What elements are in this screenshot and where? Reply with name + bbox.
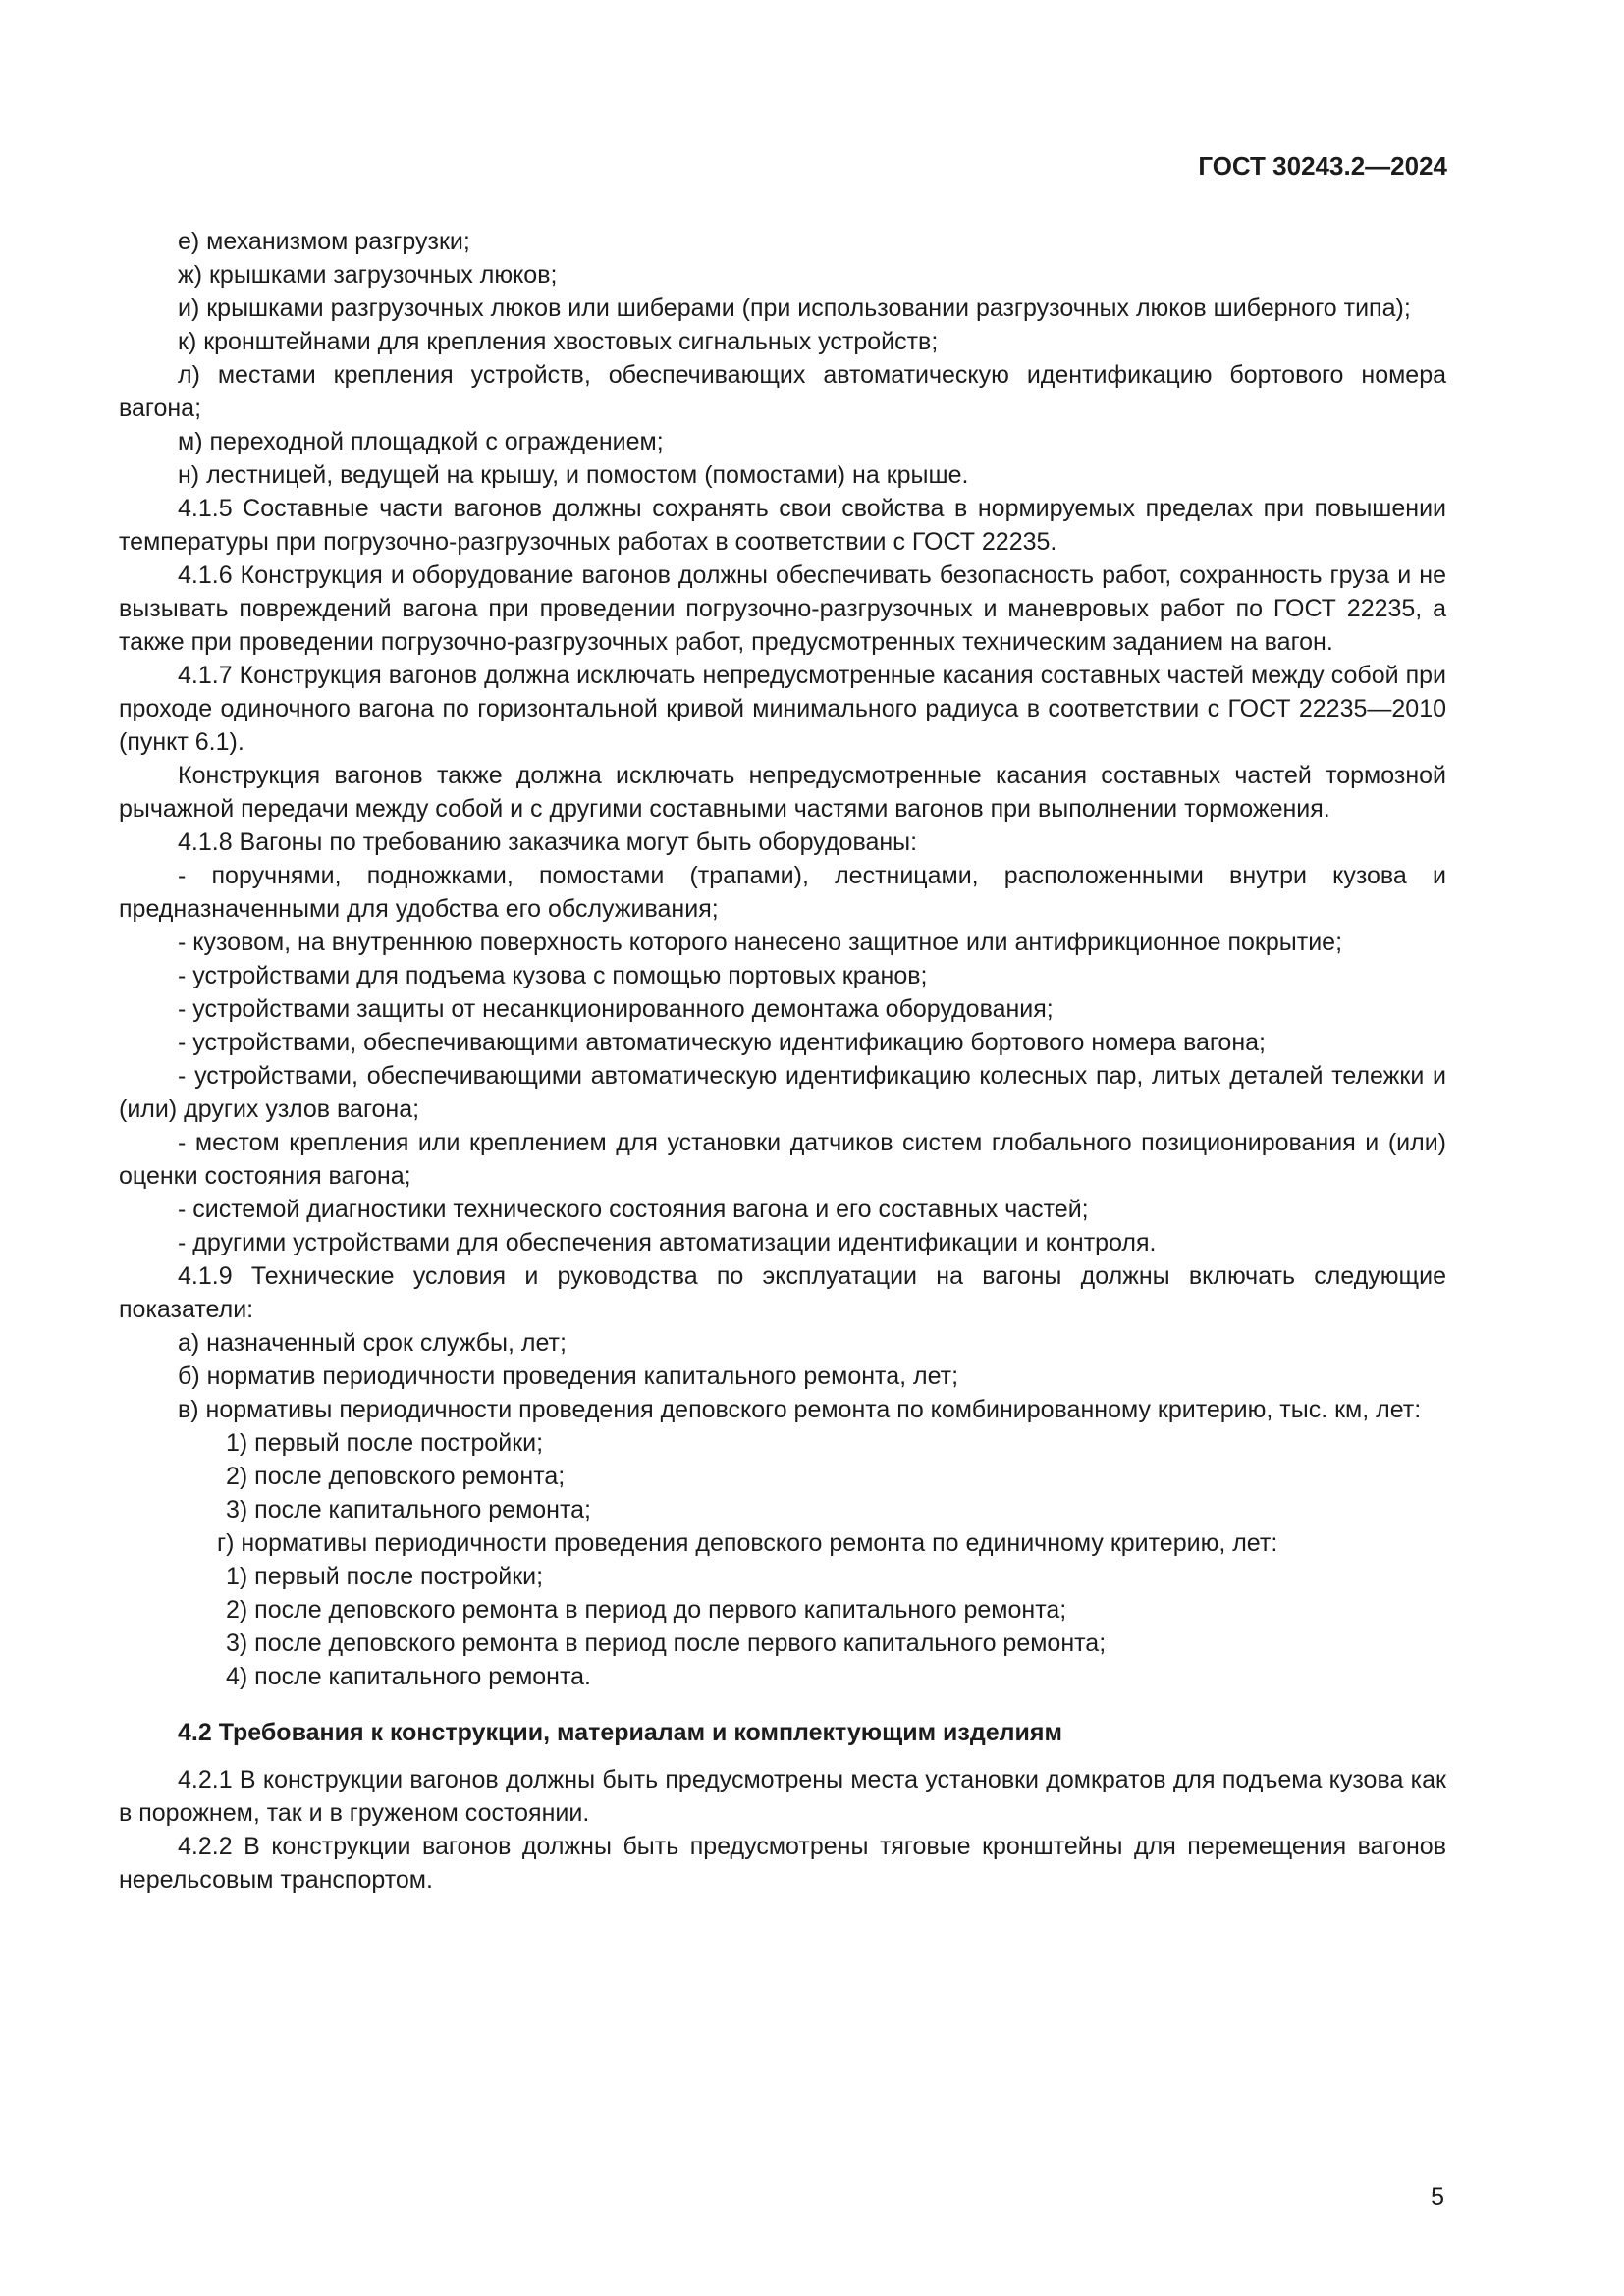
body-paragraph: Конструкция вагонов также должна исключать непредусмотренные касания составных частей тормозной рычажной передачи между собой и с другими составными частями вагонов при выполнении торможения. bbox=[119, 762, 1446, 823]
body-paragraph: - другими устройствами для обеспечения автоматизации идентификации и контроля. bbox=[178, 1229, 1157, 1256]
body-paragraph: 4.1.9 Технические условия и руководства по эксплуатации на вагоны должны включать следующие показатели: bbox=[119, 1262, 1446, 1323]
body-paragraph: - устройствами, обеспечивающими автоматическую идентификацию бортового номера вагона; bbox=[178, 1029, 1266, 1056]
page-number: 5 bbox=[1431, 2183, 1444, 2211]
body-paragraph: 4.1.6 Конструкция и оборудование вагонов должны обеспечивать безопасность работ, сохранность груза и не вызывать повреждений вагона при проведении погрузочно-разгрузочных и маневровых работ по ГОСТ 22235, а также при проведении погрузочно-разгрузочных работ, предусмотренных техническим заданием на вагон. bbox=[119, 561, 1446, 656]
body-paragraph: - системой диагностики технического состояния вагона и его составных частей; bbox=[178, 1196, 1089, 1223]
body-paragraph: л) местами крепления устройств, обеспечивающих автоматическую идентификацию бортового номера вагона; bbox=[119, 361, 1446, 422]
body-paragraph: е) механизмом разгрузки; bbox=[178, 228, 470, 255]
body-paragraph: - местом крепления или креплением для установки датчиков систем глобального позиционирования и (или) оценки состояния вагона; bbox=[119, 1129, 1446, 1190]
body-paragraph: и) крышками разгрузочных люков или шиберами (при использовании разгрузочных люков шиберного типа); bbox=[178, 294, 1411, 322]
body-paragraph: - устройствами защиты от несанкционированного демонтажа оборудования; bbox=[178, 995, 1054, 1023]
body-paragraph: г) нормативы периодичности проведения деповского ремонта по единичному критерию, лет: bbox=[217, 1529, 1278, 1557]
body-paragraph: 2) после деповского ремонта; bbox=[226, 1463, 566, 1490]
body-paragraph: 4.1.7 Конструкция вагонов должна исключать непредусмотренные касания составных частей между собой при проходе одиночного вагона по горизонтальной кривой минимального радиуса в соответствии с ГОСТ 22235—2010 (пункт 6.1). bbox=[119, 662, 1446, 756]
body-paragraph: - устройствами для подъема кузова с помощью портовых кранов; bbox=[178, 962, 928, 989]
body-paragraph: 4.2.2 В конструкции вагонов должны быть предусмотрены тяговые кронштейны для перемещения вагонов нерельсовым транспортом. bbox=[119, 1833, 1446, 1894]
document-body bbox=[119, 225, 1446, 1896]
section-heading: 4.2 Требования к конструкции, материалам и комплектующим изделиям bbox=[178, 1719, 1062, 1746]
body-paragraph: 4.1.5 Составные части вагонов должны сохранять свои свойства в нормируемых пределах при повышении температуры при погрузочно-разгрузочных работах в соответствии с ГОСТ 22235. bbox=[119, 495, 1446, 556]
body-paragraph: 2) после деповского ремонта в период до первого капитального ремонта; bbox=[226, 1596, 1067, 1624]
body-paragraph: 4.2.1 В конструкции вагонов должны быть предусмотрены места установки домкратов для подъема кузова как в порожнем, так и в груженом состоянии. bbox=[119, 1766, 1446, 1827]
body-paragraph: 4) после капитального ремонта. bbox=[226, 1663, 591, 1690]
body-paragraph: - кузовом, на внутреннюю поверхность которого нанесено защитное или антифрикционное покрытие; bbox=[178, 929, 1343, 956]
body-paragraph: - поручнями, подножками, помостами (трапами), лестницами, расположенными внутри кузова и предназначенными для удобства его обслуживания; bbox=[119, 862, 1446, 923]
body-paragraph: 4.1.8 Вагоны по требованию заказчика могут быть оборудованы: bbox=[178, 828, 918, 856]
body-paragraph: к) кронштейнами для крепления хвостовых сигнальных устройств; bbox=[178, 328, 939, 355]
body-paragraph: 3) после деповского ремонта в период после первого капитального ремонта; bbox=[226, 1629, 1107, 1657]
document-header: ГОСТ 30243.2—2024 bbox=[1198, 151, 1447, 181]
body-paragraph: 3) после капитального ремонта; bbox=[226, 1496, 591, 1523]
body-paragraph: ж) крышками загрузочных люков; bbox=[178, 261, 558, 289]
body-paragraph: - устройствами, обеспечивающими автоматическую идентификацию колесных пар, литых деталей тележки и (или) других узлов вагона; bbox=[119, 1062, 1446, 1123]
body-paragraph: а) назначенный срок службы, лет; bbox=[178, 1329, 567, 1357]
body-paragraph: в) нормативы периодичности проведения деповского ремонта по комбинированному критерию, тыс. км, лет: bbox=[178, 1396, 1422, 1423]
body-paragraph: н) лестницей, ведущей на крышу, и помостом (помостами) на крыше. bbox=[178, 461, 969, 489]
body-paragraph: 1) первый после постройки; bbox=[226, 1563, 544, 1590]
body-paragraph: м) переходной площадкой с ограждением; bbox=[178, 428, 664, 455]
body-paragraph: 1) первый после постройки; bbox=[226, 1429, 544, 1457]
body-paragraph: б) норматив периодичности проведения капитального ремонта, лет; bbox=[178, 1362, 959, 1390]
